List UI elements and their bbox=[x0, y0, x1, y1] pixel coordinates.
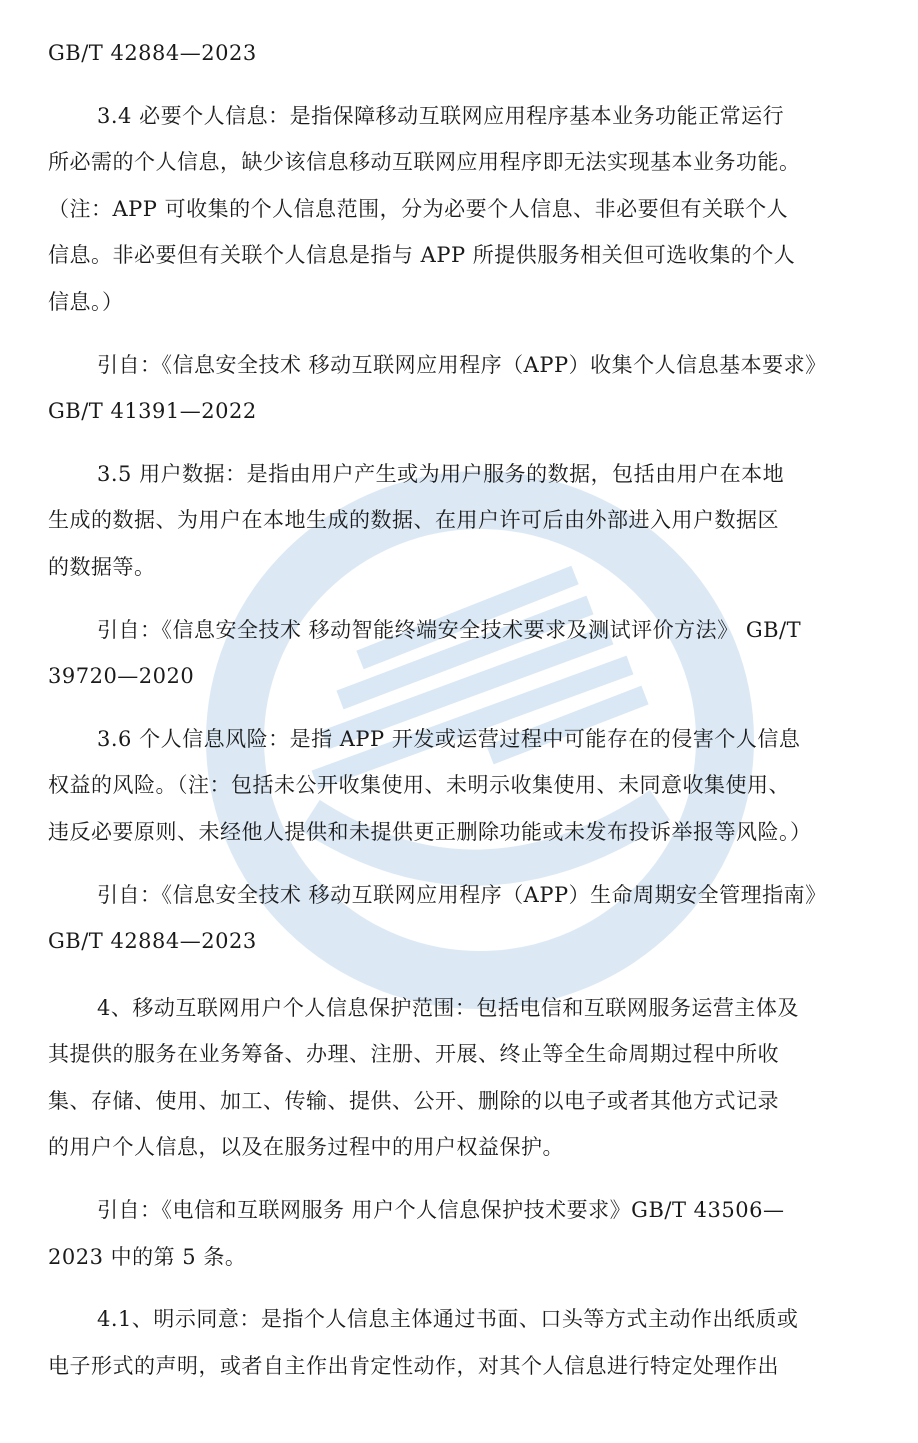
text-line: 违反必要原则、未经他人提供和未提供更正删除功能或未发布投诉举报等风险。） bbox=[48, 819, 812, 844]
text-line: 的用户个人信息，以及在服务过程中的用户权益保护。 bbox=[48, 1135, 564, 1160]
text-line: 信息。） bbox=[48, 289, 124, 314]
citation-gb-t-43506 bbox=[48, 1187, 884, 1280]
paragraph-3-5 bbox=[48, 451, 884, 591]
text-line: 信息。非必要但有关联个人信息是指与 APP 所提供服务相关但可选收集的个人 bbox=[48, 243, 796, 268]
text-line: 生成的数据、为用户在本地生成的数据、在用户许可后由外部进入用户数据区 bbox=[48, 508, 779, 533]
text-line: 所必需的个人信息，缺少该信息移动互联网应用程序即无法实现基本业务功能。 bbox=[48, 150, 801, 175]
citation-gb-t-42884 bbox=[48, 872, 884, 965]
text-line: （注：APP 可收集的个人信息范围，分为必要个人信息、非必要但有关联个人 bbox=[48, 196, 789, 221]
text-line: 3.6 个人信息风险：是指 APP 开发或运营过程中可能存在的侵害个人信息 bbox=[97, 726, 801, 751]
text-line: 4、移动互联网用户个人信息保护范围：包括电信和互联网服务运营主体及 bbox=[97, 995, 799, 1020]
paragraph-4 bbox=[48, 985, 884, 1171]
citation-gb-t-39720 bbox=[48, 607, 884, 700]
text-line: 其提供的服务在业务筹备、办理、注册、开展、终止等全生命周期过程中所收 bbox=[48, 1042, 779, 1067]
paragraph-3-4 bbox=[48, 93, 884, 326]
text-line: 4.1、明示同意：是指个人信息主体通过书面、口头等方式主动作出纸质或 bbox=[97, 1307, 799, 1332]
text-line: 引自：《信息安全技术 移动互联网应用程序（APP）收集个人信息基本要求》 bbox=[97, 352, 827, 377]
text-line: 3.4 必要个人信息：是指保障移动互联网应用程序基本业务功能正常运行 bbox=[97, 103, 785, 128]
text-line: 的数据等。 bbox=[48, 554, 156, 579]
text-line: 集、存储、使用、加工、传输、提供、公开、删除的以电子或者其他方式记录 bbox=[48, 1088, 779, 1113]
text-line: 2023 中的第 5 条。 bbox=[48, 1244, 247, 1269]
document-page bbox=[48, 30, 884, 1389]
text-line: 39720—2020 bbox=[48, 664, 195, 689]
text-line: 引自：《电信和互联网服务 用户个人信息保护技术要求》GB/T 43506— bbox=[97, 1198, 785, 1223]
text-line: 引自：《信息安全技术 移动互联网应用程序（APP）生命周期安全管理指南》 bbox=[97, 882, 827, 907]
paragraph-4-1 bbox=[48, 1296, 884, 1389]
text-line: 电子形式的声明，或者自主作出肯定性动作，对其个人信息进行特定处理作出 bbox=[48, 1353, 779, 1378]
text-line: GB/T 42884—2023 bbox=[48, 929, 257, 954]
header-standard-code: GB/T 42884—2023 bbox=[48, 41, 257, 65]
text-line: 权益的风险。（注：包括未公开收集使用、未明示收集使用、未同意收集使用、 bbox=[48, 773, 790, 798]
paragraph-3-6 bbox=[48, 716, 884, 856]
text-line: 3.5 用户数据：是指由用户产生或为用户服务的数据，包括由用户在本地 bbox=[97, 461, 785, 486]
citation-gb-t-41391 bbox=[48, 342, 884, 435]
text-line: GB/T 41391—2022 bbox=[48, 399, 257, 424]
text-line: 引自：《信息安全技术 移动智能终端安全技术要求及测试评价方法》 GB/T bbox=[97, 617, 802, 642]
